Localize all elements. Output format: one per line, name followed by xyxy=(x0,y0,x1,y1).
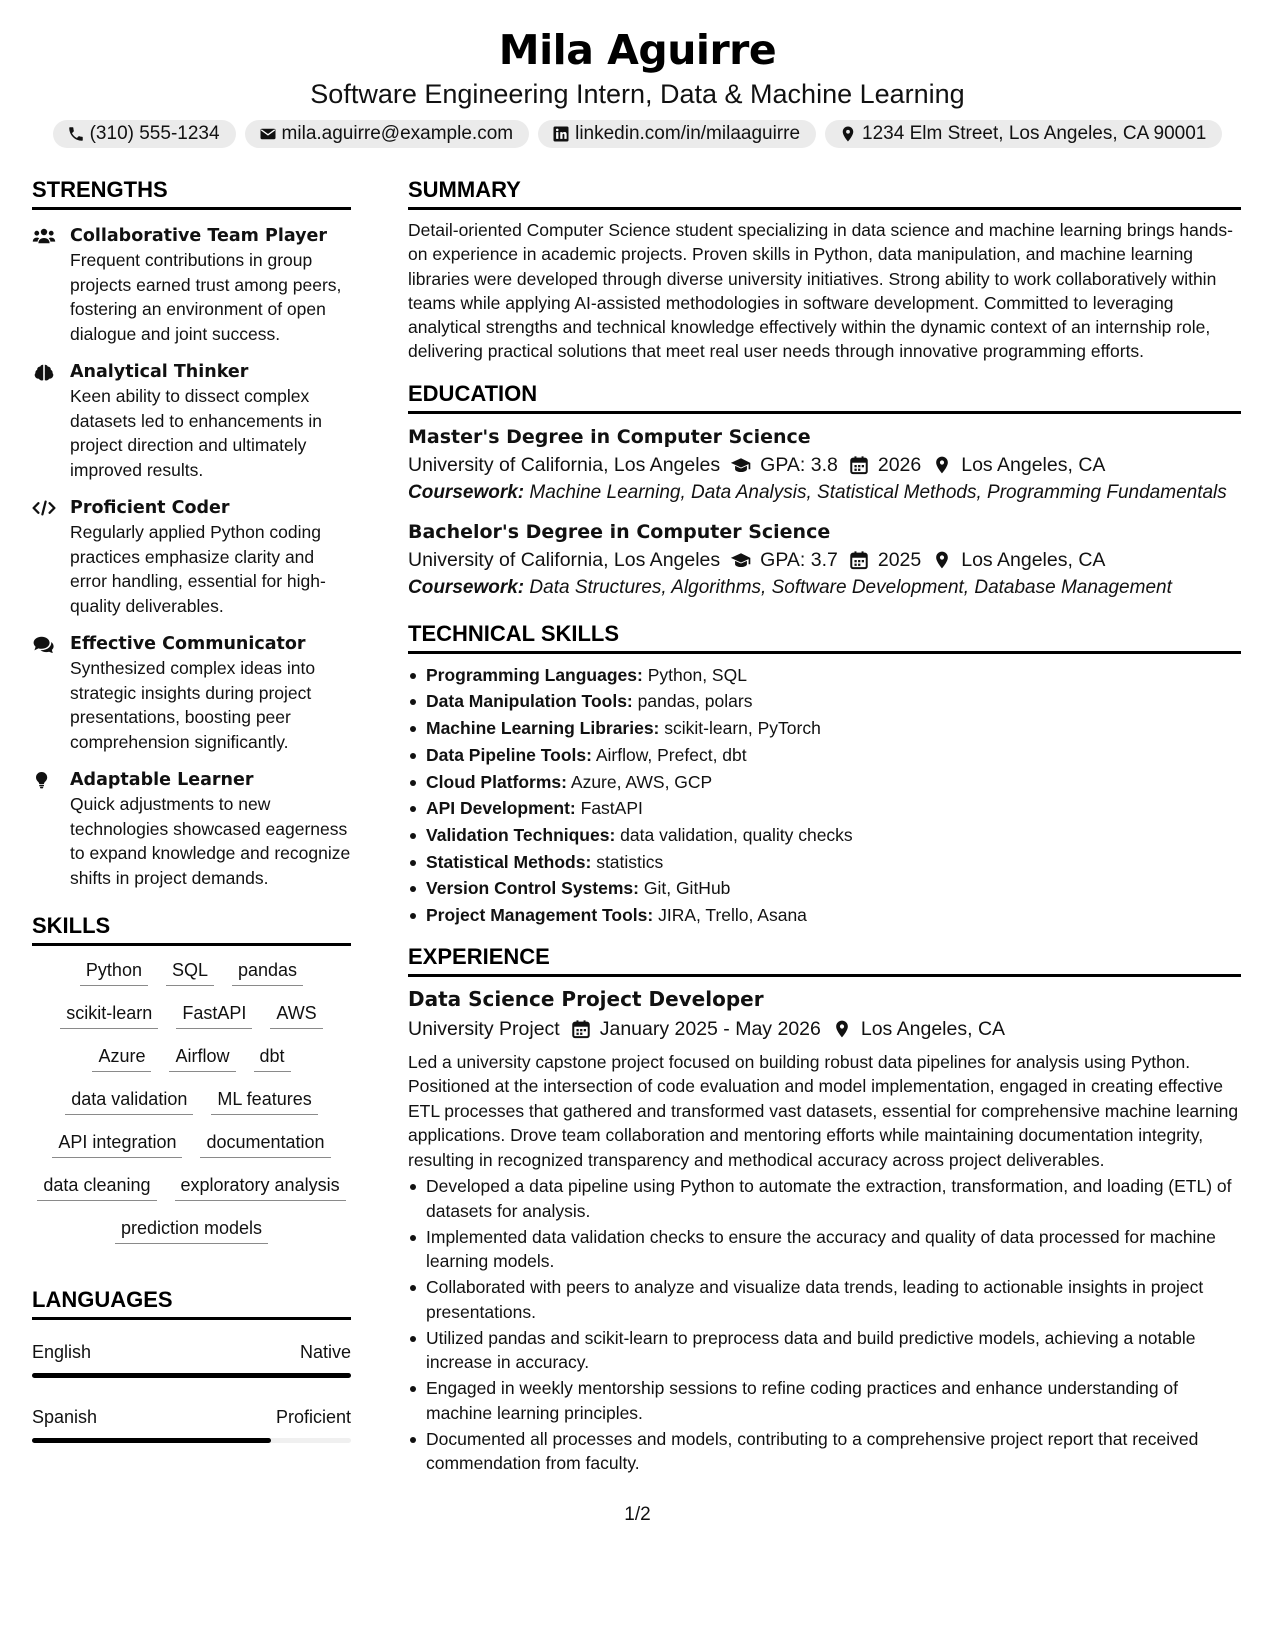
degree-title: Bachelor's Degree in Computer Science xyxy=(408,520,831,543)
summary-heading: SUMMARY xyxy=(408,176,1241,210)
skill-chip: FastAPI xyxy=(176,1001,252,1029)
technical-skill-label: Data Pipeline Tools: xyxy=(426,744,592,765)
technical-skill-item xyxy=(408,769,1241,796)
language-proficiency-bar xyxy=(32,1438,351,1443)
graduation-cap-icon xyxy=(730,455,752,475)
strength-description: Frequent contributions in group projects earned trust among peers, fostering an environment of open dialogue and joint success. xyxy=(70,250,342,344)
strength-description: Keen ability to dissect complex datasets led to enhancements in project direction and ultimately improved results. xyxy=(70,386,322,480)
technical-skills-list xyxy=(408,662,1241,929)
gpa: GPA: 3.8 xyxy=(760,453,838,476)
skill-chip: AWS xyxy=(270,1001,322,1029)
technical-skill-value: Git, GitHub xyxy=(643,878,731,899)
skill-chip: documentation xyxy=(200,1130,330,1158)
contact-email-text: mila.aguirre@example.com xyxy=(281,123,514,144)
technical-skill-value: data validation, quality checks xyxy=(620,825,853,845)
language-item xyxy=(32,1340,351,1378)
strength-item xyxy=(32,224,351,346)
job-dates: January 2025 - May 2026 xyxy=(599,1017,821,1040)
strength-item xyxy=(32,360,351,482)
job-organization: University Project xyxy=(408,1017,560,1040)
job-location: Los Angeles, CA xyxy=(860,1017,1006,1040)
education-heading: EDUCATION xyxy=(408,380,1241,414)
summary-text: Detail-oriented Computer Science student specializing in data science and machine learning brings hands-on experience in academic projects. Proven skills in Python, data manipulation, and machine learning libraries were developed through diverse university initiatives. Strong ability to work collaboratively within teams while applying AI-assisted methodologies in software development. Committed to leveraging analytical strengths and technical knowledge effectively within the dynamic context of an internship role, delivering practical solutions that meet real user needs through innovative programming efforts. xyxy=(408,220,1233,362)
calendar-icon xyxy=(848,550,870,570)
technical-skill-value: Azure, AWS, GCP xyxy=(570,771,713,792)
experience-heading: EXPERIENCE xyxy=(408,943,1241,977)
page-number: 1/2 xyxy=(624,1504,651,1525)
degree-title: Master's Degree in Computer Science xyxy=(408,425,811,448)
technical-skill-item xyxy=(408,688,1241,715)
skill-chip: API integration xyxy=(52,1130,182,1158)
contact-phone[interactable] xyxy=(53,120,236,148)
calendar-icon xyxy=(848,455,870,475)
language-proficiency-fill xyxy=(32,1373,351,1378)
skill-chip: pandas xyxy=(232,958,303,986)
strength-description: Synthesized complex ideas into strategic insights during project presentations, boosting peer comprehension significantly. xyxy=(70,658,316,752)
coursework-label: Coursework: xyxy=(408,481,525,503)
skill-chip: Airflow xyxy=(169,1044,235,1072)
candidate-name: Mila Aguirre xyxy=(498,26,777,74)
location-pin-icon xyxy=(831,1019,853,1039)
technical-skill-label: API Development: xyxy=(426,798,576,819)
achievement-item: Engaged in weekly mentorship sessions to refine coding practices and enhance understanding of machine learning principles. xyxy=(408,1376,1241,1425)
phone-icon xyxy=(67,125,85,143)
skill-chip: data validation xyxy=(65,1087,193,1115)
technical-skill-item xyxy=(408,902,1241,929)
school-name: University of California, Los Angeles xyxy=(408,548,721,571)
technical-skill-item xyxy=(408,662,1241,689)
contact-email[interactable] xyxy=(245,120,530,148)
technical-skill-label: Data Manipulation Tools: xyxy=(426,691,633,712)
skill-chip: exploratory analysis xyxy=(175,1173,346,1201)
technical-skill-label: Cloud Platforms: xyxy=(426,771,567,792)
contact-phone-text: (310) 555-1234 xyxy=(89,123,220,144)
technical-skill-value: statistics xyxy=(596,851,664,872)
technical-skill-label: Version Control Systems: xyxy=(426,878,639,899)
calendar-icon xyxy=(570,1019,592,1039)
achievement-item: Collaborated with peers to analyze and visualize data trends, leading to actionable insights in project presentations. xyxy=(408,1275,1241,1324)
technical-skills-heading: TECHNICAL SKILLS xyxy=(408,620,1241,654)
technical-skill-value: scikit-learn, PyTorch xyxy=(664,718,821,739)
education-entry xyxy=(408,519,1241,600)
technical-skill-item xyxy=(408,822,1241,849)
technical-skill-item xyxy=(408,875,1241,902)
job-description: Led a university capstone project focused on building robust data pipelines for analysis using Python. Positioned at the intersection of code evaluation and model implementation, engaged in creating effective ETL processes that gathered and transformed vast datasets, essential for comprehensive machine learning applications. Drove team collaboration and mentoring efforts while maintaining documentation integrity, resulting in recognized transparency and methodical accuracy across project deliverables. xyxy=(408,1051,1239,1170)
skill-chip: prediction models xyxy=(115,1216,268,1244)
gpa: GPA: 3.7 xyxy=(760,548,838,571)
job-achievements xyxy=(408,1174,1241,1476)
strength-title: Proficient Coder xyxy=(70,498,230,518)
contact-address-text: 1234 Elm Street, Los Angeles, CA 90001 xyxy=(862,123,1207,144)
strengths-heading: STRENGTHS xyxy=(32,176,351,210)
skill-chip: data cleaning xyxy=(37,1173,156,1201)
code-icon xyxy=(32,499,56,517)
skills-list xyxy=(32,946,351,1244)
job-title: Data Science Project Developer xyxy=(408,986,764,1011)
left-column xyxy=(32,176,351,1477)
technical-skill-item xyxy=(408,715,1241,742)
chat-bubbles-icon xyxy=(32,635,56,653)
right-column xyxy=(408,176,1241,1477)
contact-bar xyxy=(0,120,1275,148)
location-pin-icon xyxy=(839,125,857,143)
strength-title: Analytical Thinker xyxy=(70,362,249,382)
strength-title: Effective Communicator xyxy=(70,634,306,654)
language-proficiency-fill xyxy=(32,1438,271,1443)
technical-skill-value: pandas, polars xyxy=(637,691,753,712)
technical-skill-value: JIRA, Trello, Asana xyxy=(658,905,807,926)
coursework xyxy=(408,481,1241,505)
coursework-label: Coursework: xyxy=(408,576,525,598)
users-icon xyxy=(32,227,56,245)
technical-skill-item xyxy=(408,742,1241,769)
language-name: Spanish xyxy=(32,1407,98,1427)
skill-chip: SQL xyxy=(166,958,214,986)
school-name: University of California, Los Angeles xyxy=(408,453,721,476)
technical-skill-label: Programming Languages: xyxy=(426,664,643,685)
graduation-year: 2026 xyxy=(877,453,922,476)
coursework-list: Machine Learning, Data Analysis, Statistical Methods, Programming Fundamentals xyxy=(529,481,1227,503)
achievement-item: Documented all processes and models, contributing to a comprehensive project report that received commendation from faculty. xyxy=(408,1427,1241,1476)
language-level: Proficient xyxy=(275,1407,351,1427)
technical-skill-item xyxy=(408,795,1241,822)
language-name: English xyxy=(32,1342,92,1362)
skill-chip: Python xyxy=(80,958,148,986)
resume-body xyxy=(32,176,1243,1477)
strength-title: Adaptable Learner xyxy=(70,770,254,790)
contact-linkedin-text: linkedin.com/in/milaaguirre xyxy=(575,123,801,144)
achievement-item: Developed a data pipeline using Python to automate the extraction, transformation, and loading (ETL) of datasets for analysis. xyxy=(408,1174,1241,1223)
location-pin-icon xyxy=(931,550,953,570)
experience-entry xyxy=(408,985,1241,1476)
achievement-item: Utilized pandas and scikit-learn to preprocess data and build predictive models, achieving a notable increase in accuracy. xyxy=(408,1326,1241,1375)
graduation-year: 2025 xyxy=(877,548,922,571)
school-location: Los Angeles, CA xyxy=(961,548,1106,571)
location-pin-icon xyxy=(931,455,953,475)
strength-item xyxy=(32,632,351,754)
linkedin-icon xyxy=(552,125,570,143)
technical-skill-value: FastAPI xyxy=(580,798,643,819)
lightbulb-icon xyxy=(32,771,56,789)
technical-skill-label: Validation Techniques: xyxy=(426,825,616,845)
technical-skill-label: Project Management Tools: xyxy=(426,905,654,926)
contact-address[interactable] xyxy=(825,120,1222,148)
technical-skill-label: Statistical Methods: xyxy=(426,851,592,872)
technical-skill-label: Machine Learning Libraries: xyxy=(426,718,660,739)
strength-item xyxy=(32,768,351,890)
technical-skill-value: Airflow, Prefect, dbt xyxy=(595,744,747,765)
skills-heading: SKILLS xyxy=(32,912,351,946)
strength-item xyxy=(32,496,351,618)
skill-chip: dbt xyxy=(254,1044,291,1072)
skill-chip: Azure xyxy=(92,1044,151,1072)
coursework-list: Data Structures, Algorithms, Software Development, Database Management xyxy=(529,576,1172,598)
strength-description: Quick adjustments to new technologies showcased eagerness to expand knowledge and recognize shifts in project demands. xyxy=(70,794,351,888)
graduation-cap-icon xyxy=(730,550,752,570)
coursework xyxy=(408,576,1241,600)
resume-header xyxy=(0,0,1275,148)
language-item xyxy=(32,1405,351,1443)
strength-title: Collaborative Team Player xyxy=(70,226,328,246)
language-level: Native xyxy=(299,1342,351,1362)
technical-skill-item xyxy=(408,849,1241,876)
candidate-title: Software Engineering Intern, Data & Machine Learning xyxy=(310,79,965,109)
envelope-icon xyxy=(259,125,277,143)
languages-heading: LANGUAGES xyxy=(32,1286,351,1320)
brain-icon xyxy=(32,363,56,381)
skill-chip: scikit-learn xyxy=(60,1001,158,1029)
strength-description: Regularly applied Python coding practices emphasize clarity and error handling, essential for high-quality deliverables. xyxy=(70,522,326,616)
education-entry xyxy=(408,424,1241,505)
skill-chip: ML features xyxy=(211,1087,317,1115)
technical-skill-value: Python, SQL xyxy=(647,664,747,685)
contact-linkedin[interactable] xyxy=(538,120,816,148)
language-proficiency-bar xyxy=(32,1373,351,1378)
achievement-item: Implemented data validation checks to ensure the accuracy and quality of data processed for machine learning models. xyxy=(408,1225,1241,1274)
school-location: Los Angeles, CA xyxy=(961,453,1106,476)
